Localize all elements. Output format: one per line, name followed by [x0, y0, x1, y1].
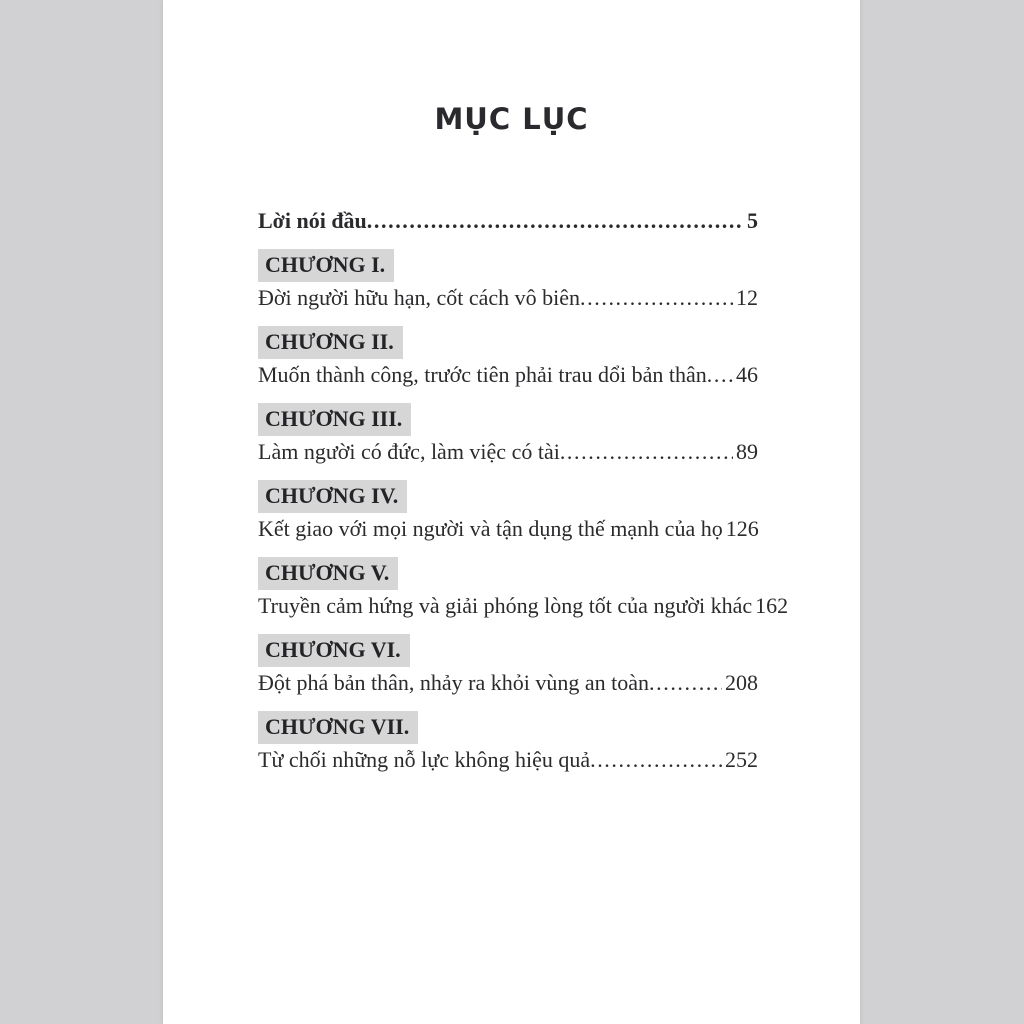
- dot-leader: [560, 436, 733, 467]
- chapter-heading: CHƯƠNG VII.: [258, 711, 418, 744]
- chapter-heading: CHƯƠNG V.: [258, 557, 398, 590]
- chapter-list: [258, 249, 789, 775]
- chapter-title: Đột phá bản thân, nhảy ra khỏi vùng an toàn: [258, 670, 650, 695]
- chapter-title-row: [258, 667, 758, 698]
- toc-entry-chapter: [258, 403, 758, 467]
- chapter-title-row: [258, 744, 758, 775]
- chapter-title: Từ chối những nỗ lực không hiệu quả: [258, 747, 591, 772]
- toc-entry-chapter: [258, 634, 758, 698]
- chapter-heading-line: [258, 249, 758, 282]
- chapter-heading: CHƯƠNG I.: [258, 249, 394, 282]
- chapter-page-number: 208: [725, 670, 758, 695]
- chapter-page-number: 46: [736, 362, 758, 387]
- preface-label: Lời nói đầu: [258, 208, 367, 233]
- chapter-title-row: [258, 282, 758, 313]
- chapter-heading: CHƯƠNG III.: [258, 403, 411, 436]
- chapter-title-row: [258, 359, 758, 390]
- chapter-title-row: [258, 590, 789, 621]
- toc-entry-chapter: [258, 711, 758, 775]
- chapter-page-number: 126: [725, 516, 759, 541]
- chapter-page-number: 252: [725, 747, 758, 772]
- chapter-page-number: 12: [736, 285, 758, 310]
- chapter-title-row: [258, 436, 758, 467]
- preface-page-number: 5: [747, 208, 758, 233]
- dot-leader: [707, 359, 733, 390]
- dot-leader: [580, 282, 733, 313]
- chapter-title: Đời người hữu hạn, cốt cách vô biên: [258, 285, 581, 310]
- toc-entry-chapter: [258, 249, 758, 313]
- chapter-heading: CHƯƠNG IV.: [258, 480, 407, 513]
- dot-leader: [649, 667, 722, 698]
- chapter-heading-line: [258, 557, 758, 590]
- toc-entry-chapter: [258, 326, 758, 390]
- chapter-title: Truyền cảm hứng và giải phóng lòng tốt của người khác: [258, 593, 753, 618]
- toc-entry-preface: [258, 205, 758, 236]
- chapter-page-number: 89: [736, 439, 758, 464]
- chapter-title: Kết giao với mọi người và tận dụng thế mạnh của họ: [258, 516, 723, 541]
- chapter-heading-line: [258, 634, 758, 667]
- chapter-heading: CHƯƠNG VI.: [258, 634, 410, 667]
- dot-leader: [367, 205, 744, 236]
- table-of-contents: [163, 205, 860, 775]
- chapter-page-number: 162: [755, 593, 789, 618]
- chapter-heading-line: [258, 403, 758, 436]
- toc-entry-chapter: [258, 480, 758, 544]
- book-page: [163, 0, 860, 1024]
- chapter-title: Làm người có đức, làm việc có tài: [258, 439, 560, 464]
- chapter-heading: CHƯƠNG II.: [258, 326, 403, 359]
- toc-entry-chapter: [258, 557, 789, 621]
- chapter-heading-line: [258, 711, 758, 744]
- chapter-title: Muốn thành công, trước tiên phải trau dổi bản thân: [258, 362, 707, 387]
- chapter-title-row: [258, 513, 758, 544]
- dot-leader: [590, 744, 722, 775]
- page-title: MỤC LỤC: [434, 102, 589, 136]
- chapter-heading-line: [258, 480, 758, 513]
- chapter-heading-line: [258, 326, 758, 359]
